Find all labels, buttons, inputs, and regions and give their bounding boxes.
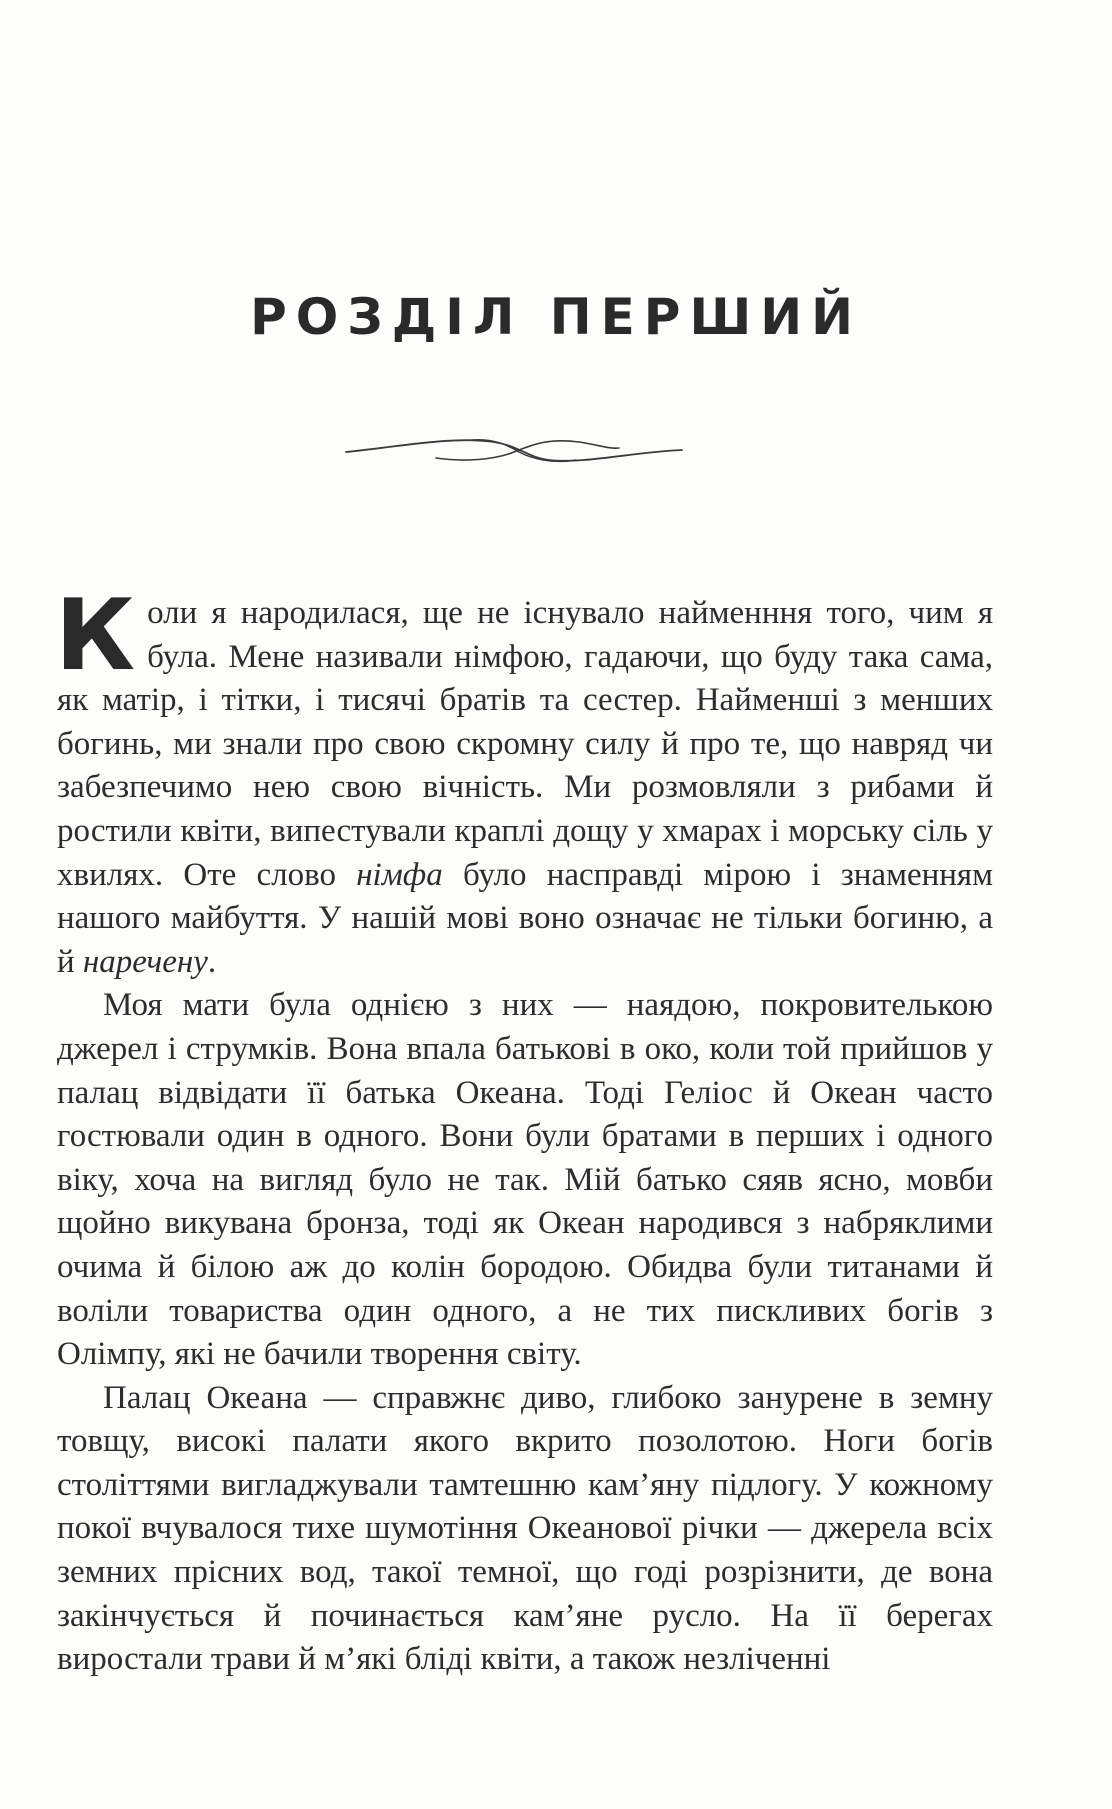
paragraph-text: оли я народилася, ще не існувало найменння того, чим я була. Мене називали німфою, гадаючи, що буду така сама, як матір, і тітки, і тисячі братів та сестер. Найменші з менших богинь, ми знали про свою скромну силу й про те, що навряд чи забезпечимо нею свою вічність. Ми розмовляли з рибами й ростили квіти, випестували краплі дощу у хмарах і морську сіль у хвилях. Оте слово bbox=[57, 595, 993, 893]
chapter-title: РОЗДІЛ ПЕРШИЙ bbox=[250, 288, 862, 346]
paragraph-text: . bbox=[207, 943, 217, 980]
paragraph bbox=[57, 984, 993, 1376]
paragraph-text: Моя мати була однією з них — наядою, покровителькою джерел і струмків. Вона впала батькові в око, коли той прийшов у палац відвідати її батька Океана. Тоді Геліос й Океан часто гостювали один в одного. Вони були братами в перших і одного віку, хоча на вигляд було не так. Мій батько сяяв ясно, мовби щойно викувана бронза, тоді як Океан народився з набряклими очима й білою аж до колін бородою. Обидва були титанами й воліли товариства один одного, а не тих пискливих богів з Олімпу, які не бачили творення світу. bbox=[57, 987, 993, 1373]
paragraph-text: Палац Океана — справжнє диво, глибоко занурене в земну товщу, високі палати якого вкрито позолотою. Ноги богів століттями вигладжували тамтешню кам’яну підлогу. У кожному покої вчувалося тихе шумотіння Океанової річки — джерела всіх земних прісних вод, такої темної, що годі розрізнити, де вона закінчується й починається кам’яне русло. На її берегах виростали трави й м’які бліді квіти, а також незліченні bbox=[57, 1379, 993, 1678]
paragraph bbox=[57, 1377, 993, 1682]
italic-word: німфа bbox=[356, 856, 443, 893]
flourish-divider-icon bbox=[344, 432, 684, 468]
italic-word: наречену bbox=[82, 943, 208, 980]
chapter-body bbox=[55, 579, 993, 1682]
paragraph bbox=[55, 579, 993, 984]
drop-cap: К bbox=[55, 579, 136, 693]
paragraph-text: було насправді мірою і знаменням нашого майбуття. У нашій мові воно означає не тільки богиню, а й bbox=[57, 856, 993, 980]
